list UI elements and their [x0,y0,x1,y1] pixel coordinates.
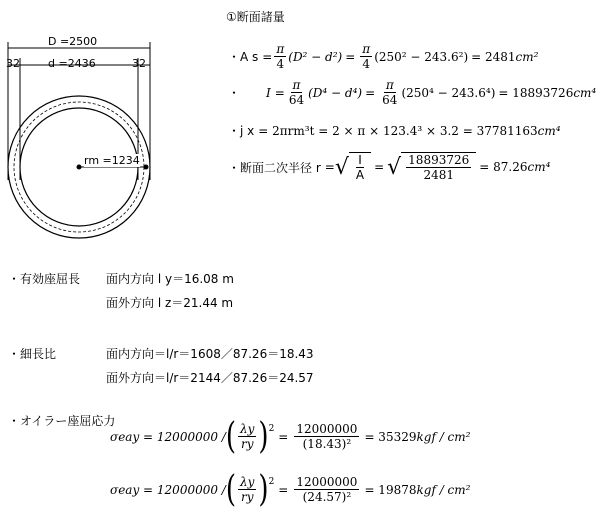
sqrt-numeric: √ $\frac{18893726}{2481}$ [387,152,476,182]
euler-eq-1 [110,415,471,458]
lambda-over-r: $\frac{\lambda y}{ry}$ [240,422,255,451]
paren-close: ) [258,468,269,511]
equals: = [324,160,335,174]
bullet: ・ [228,124,241,138]
moment-unit: cm⁴ [573,85,597,100]
moment-paren-numeric: (250⁴ − 243.6⁴) [401,85,496,100]
paren-open: ( [225,468,237,511]
euler-header: ・オイラー座屈応力 [8,414,116,428]
slenderness-header: ・細長比 [8,347,57,361]
eq-area [228,42,538,71]
equals: = [374,160,385,174]
euler-eq-2 [110,468,471,511]
equals: = [278,482,289,497]
inner-diameter-label: d =2436 [48,57,96,70]
polar-expression: = 2πrm³t = 2 × π × 123.4³ × 3.2 = 37781163 [258,123,538,138]
lambda-over-r: $\frac{\lambda y}{ry}$ [240,475,255,504]
eq-polar [228,122,561,139]
equals: = [274,85,285,100]
eq-moment [228,78,596,107]
area-paren-numeric: (250² − 243.6²) [374,49,469,64]
pi-over-64: $\frac{\pi}{64}$ [288,78,305,107]
buckling-out-plane: 面外方向 l z＝21.44 m [106,296,234,310]
polar-symbol: j x [240,123,255,138]
moment-symbol: I [266,85,271,100]
slenderness-in-plane: 面内方向＝l/r＝1608／87.26＝18.43 [106,347,314,361]
buckling-length-header: ・有効座屈長 [8,272,81,286]
power: 2 [268,477,275,487]
euler-result: = 35329 [364,429,417,444]
sqrt-symbolic: √ $\frac{I}{A}$ [335,152,371,182]
area-symbol: A s [240,49,259,64]
moment-result: = 18893726 [498,85,574,100]
area-unit: cm² [515,49,539,64]
radius-unit: cm⁴ [527,160,551,174]
euler-lhs: σeay = 12000000 / [110,482,226,497]
eq-radius [228,152,550,182]
equals: = [262,49,273,64]
euler-result: = 19878 [364,482,417,497]
polar-unit: cm⁴ [537,123,561,138]
equals: = [278,429,289,444]
slenderness-out-plane: 面外方向＝l/r＝2144／87.26＝24.57 [106,371,314,385]
moment-paren-symbolic: (D⁴ − d⁴) [308,85,363,100]
thickness-left-label: 32 [6,57,20,70]
outer-diameter-label: D =2500 [48,35,98,48]
radius-result: = 87.26 [479,160,528,174]
bullet: ・ [228,160,241,175]
section-title: ①断面諸量 [226,10,285,24]
radius-end-point [144,165,149,170]
area-paren-symbolic: (D² − d²) [288,49,343,64]
paren-open: ( [225,415,237,458]
bullet: ・ [228,86,241,100]
sqrt-sign: √ [387,154,402,180]
pi-over-64: $\frac{\pi}{64}$ [382,78,398,107]
mean-radius-label: rm =1234 [84,154,140,167]
thickness-right-label: 32 [132,57,146,70]
power: 2 [268,424,275,434]
radius-of-gyration-label: 断面二次半径 r [240,160,321,175]
pi-over-4: $\frac{\pi}{4}$ [362,42,371,71]
equals: = [365,85,376,100]
area-result: = 2481 [471,49,516,64]
buckling-in-plane: 面内方向 l y＝16.08 m [106,272,234,286]
euler-lhs: σeay = 12000000 / [110,429,226,444]
euler-unit: kgf / cm² [416,482,471,497]
bullet: ・ [228,50,241,64]
euler-fraction: $\frac{12000000}{\text{(24.57)²}}$ [296,475,358,504]
paren-close: ) [258,415,269,458]
sqrt-sign: √ [334,154,349,180]
center-point [77,165,82,170]
euler-unit: kgf / cm² [416,429,471,444]
pi-over-4: $\frac{\pi}{4}$ [276,42,285,71]
equals: = [345,49,356,64]
euler-fraction: $\frac{12000000}{\text{(18.43)²}}$ [296,422,358,451]
